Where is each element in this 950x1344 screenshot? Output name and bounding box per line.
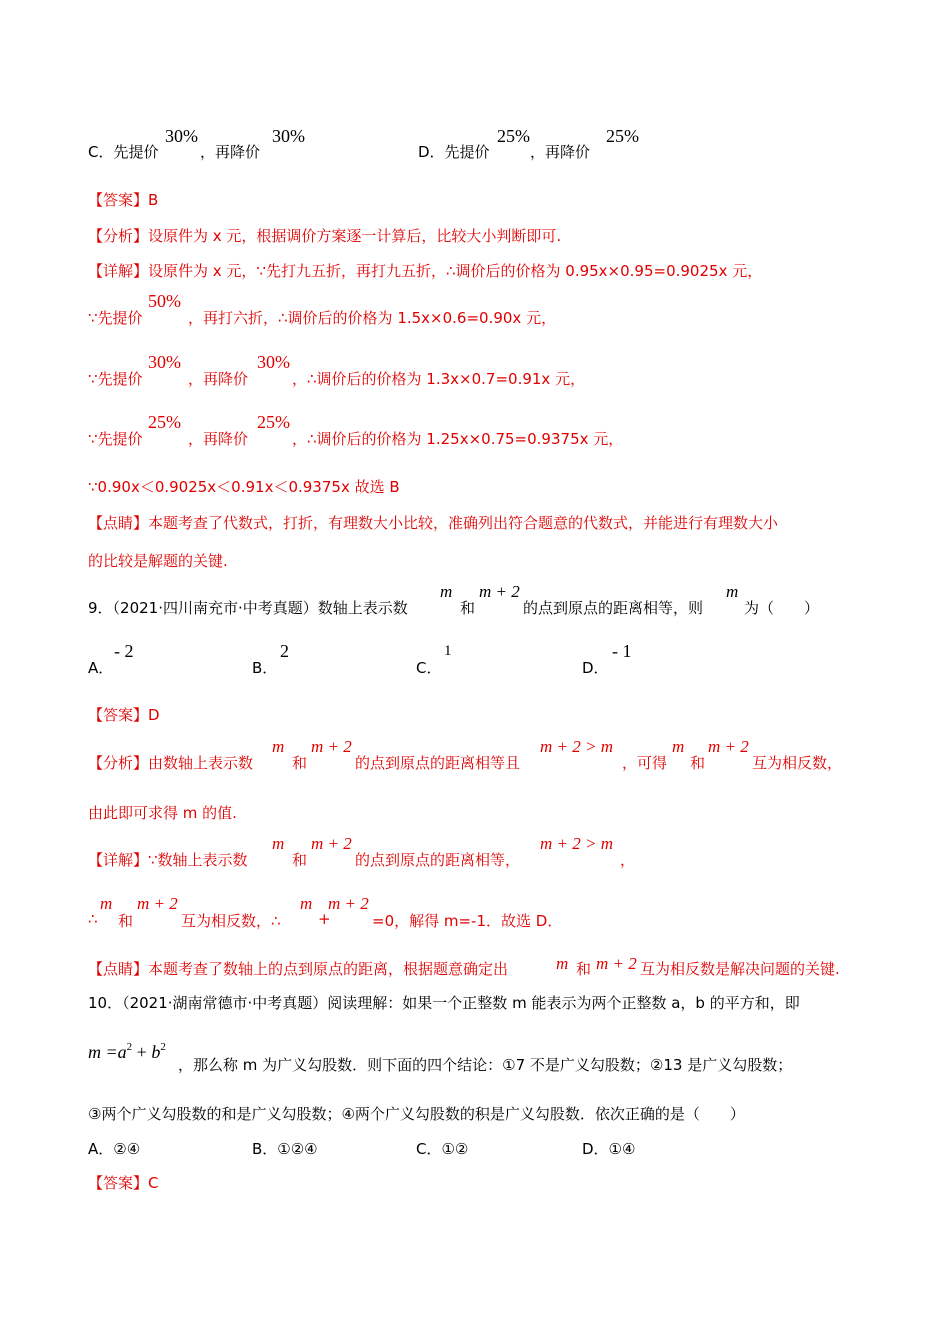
q9-analysis-pre: 【分析】由数轴上表示数 <box>88 754 254 772</box>
q9-option-b-value: 2 <box>280 641 289 661</box>
option-d-value-1: 25% <box>497 126 530 146</box>
q9-detail-2-post: =0，解得 m=-1．故选 D． <box>372 912 563 930</box>
q10-stem-3: ③两个广义勾股数的和是广义勾股数；④两个广义勾股数的积是广义勾股数．依次正确的是（ ） <box>88 1105 745 1123</box>
option-d-mid: ，再降价 <box>530 143 591 161</box>
q9-analysis-mid: 的点到原点的距离相等且 <box>355 754 521 772</box>
q9-detail-2-and: 和 <box>118 912 134 930</box>
q10-option-d: D．①④ <box>582 1140 636 1158</box>
q9-detail-2-m2: m + 2 <box>137 894 178 913</box>
q9-detail-2-mid: 互为相反数，∴ <box>181 912 281 930</box>
q9-detail-2-m3: m <box>300 894 313 913</box>
q9-answer: 【答案】D <box>88 706 160 724</box>
q8-detail-3-value-1: 30% <box>148 352 181 372</box>
option-d-value-2: 25% <box>606 126 639 146</box>
q8-answer: 【答案】B <box>88 191 159 209</box>
q10-answer: 【答案】C <box>88 1174 159 1192</box>
q9-stem-pre: 9．（2021·四川南充市·中考真题）数轴上表示数 <box>88 599 408 617</box>
q10-formula-exp2: 2 <box>160 1041 166 1053</box>
q9-analysis-post: 互为相反数， <box>752 754 843 772</box>
q9-detail-m2: m + 2 <box>311 834 352 853</box>
q8-comment-1: 【点睛】本题考查了代数式，打折，有理数大小比较，准确列出符合题意的代数式，并能进行有理数大小 <box>88 514 779 532</box>
q10-formula-plus: + <box>132 1042 152 1062</box>
option-c-mid: ，再降价 <box>200 143 261 161</box>
q9-option-c-label: C． <box>416 659 442 677</box>
q9-option-c-value: 1 <box>444 643 452 659</box>
q8-detail-4-value-2: 25% <box>257 412 290 432</box>
q9-comment-m: m <box>556 954 569 973</box>
q9-detail-2-m: m <box>100 894 113 913</box>
q9-analysis-m: m <box>272 737 285 756</box>
q9-comment-post: 互为相反数是解决问题的关键. <box>640 960 840 978</box>
q9-detail-mid: 的点到原点的距离相等， <box>355 851 521 869</box>
q10-option-c: C．①② <box>416 1140 469 1158</box>
q9-analysis-2: 由此即可求得 m 的值. <box>88 804 237 822</box>
q8-detail-3-mid: ，再降价 <box>188 370 249 388</box>
q10-option-b: B．①②④ <box>252 1140 318 1158</box>
q8-analysis: 【分析】设原件为 x 元，根据调价方案逐一计算后，比较大小判断即可. <box>88 227 562 245</box>
q9-detail-post: ， <box>620 851 636 869</box>
q9-option-a-label: A． <box>88 659 114 677</box>
q8-detail-3-post: ，∴调价后的价格为 1.3x×0.7=0.91x 元， <box>292 370 586 388</box>
q8-detail-3-value-2: 30% <box>257 352 290 372</box>
q8-detail-2-value: 50% <box>148 291 181 311</box>
q8-detail-3-pre: ∵先提价 <box>88 370 143 388</box>
q9-stem-mid: 的点到原点的距离相等，则 <box>523 599 704 617</box>
q8-detail-4-pre: ∵先提价 <box>88 430 143 448</box>
q9-analysis-and2: 和 <box>690 754 706 772</box>
q9-analysis-mid2: ，可得 <box>622 754 668 772</box>
q10-stem-2: ，那么称 m 为广义勾股数．则下面的四个结论：①7 不是广义勾股数；②13 是广义勾股数； <box>178 1056 793 1074</box>
q9-detail-2-m4: m + 2 <box>328 894 369 913</box>
q10-option-a: A．②④ <box>88 1140 141 1158</box>
q9-analysis-ineq: m + 2 > m <box>540 737 613 756</box>
q9-option-b-label: B． <box>252 659 278 677</box>
q9-stem-m3: m <box>726 582 739 601</box>
q9-analysis-and: 和 <box>292 754 308 772</box>
q9-detail-m: m <box>272 834 285 853</box>
q9-stem-post: 为（ ） <box>744 599 820 617</box>
q10-formula-a: a <box>117 1042 127 1062</box>
q8-detail-4-post: ，∴调价后的价格为 1.25x×0.75=0.9375x 元， <box>292 430 624 448</box>
option-d <box>418 141 490 162</box>
q9-detail-pre: 【详解】∵数轴上表示数 <box>88 851 248 869</box>
option-c <box>88 141 158 162</box>
q10-formula <box>88 1042 166 1063</box>
q9-analysis-m2: m + 2 <box>311 737 352 756</box>
q9-option-d-value: - 1 <box>612 641 632 661</box>
q9-stem-m: m <box>440 582 453 601</box>
q9-detail-2-plus: + <box>318 910 331 928</box>
q9-stem-m2: m + 2 <box>479 582 520 601</box>
q9-analysis-m3: m <box>672 737 685 756</box>
q8-detail-2-post: ，再打六折，∴调价后的价格为 1.5x×0.6=0.90x 元， <box>188 309 557 327</box>
q9-detail-2-pre: ∴ <box>88 910 98 928</box>
q9-option-d-label: D． <box>582 659 609 677</box>
q9-comment-m2: m + 2 <box>596 954 637 973</box>
q9-stem-and: 和 <box>460 599 476 617</box>
q10-formula-lhs: m = <box>88 1042 118 1062</box>
q10-formula-b: b <box>151 1042 161 1062</box>
q8-detail-5: ∵0.90x＜0.9025x＜0.91x＜0.9375x 故选 B <box>88 478 400 496</box>
q8-detail-4-mid: ，再降价 <box>188 430 249 448</box>
q10-formula-exp1: 2 <box>126 1041 133 1053</box>
option-c-value-2: 30% <box>272 126 305 146</box>
q9-analysis-m4: m + 2 <box>708 737 749 756</box>
q8-detail-1: 【详解】设原件为 x 元，∵先打九五折，再打九五折，∴调价后的价格为 0.95x×0.95=0.9025x 元， <box>88 262 763 280</box>
q8-detail-2-pre: ∵先提价 <box>88 309 143 327</box>
q9-detail-and: 和 <box>292 851 308 869</box>
q10-stem-1: 10．（2021·湖南常德市·中考真题）阅读理解：如果一个正整数 m 能表示为两个正整数 a，b 的平方和，即 <box>88 994 800 1012</box>
q8-detail-4-value-1: 25% <box>148 412 181 432</box>
q9-detail-ineq: m + 2 > m <box>540 834 613 853</box>
q8-comment-2: 的比较是解题的关键. <box>88 552 228 570</box>
q9-option-a-value: - 2 <box>114 641 134 661</box>
option-d-label: D．先提价 <box>418 143 490 161</box>
q9-comment-pre: 【点睛】本题考查了数轴上的点到原点的距离，根据题意确定出 <box>88 960 509 978</box>
option-c-label: C．先提价 <box>88 143 159 161</box>
q9-comment-and: 和 <box>576 960 592 978</box>
option-c-value-1: 30% <box>165 126 198 146</box>
